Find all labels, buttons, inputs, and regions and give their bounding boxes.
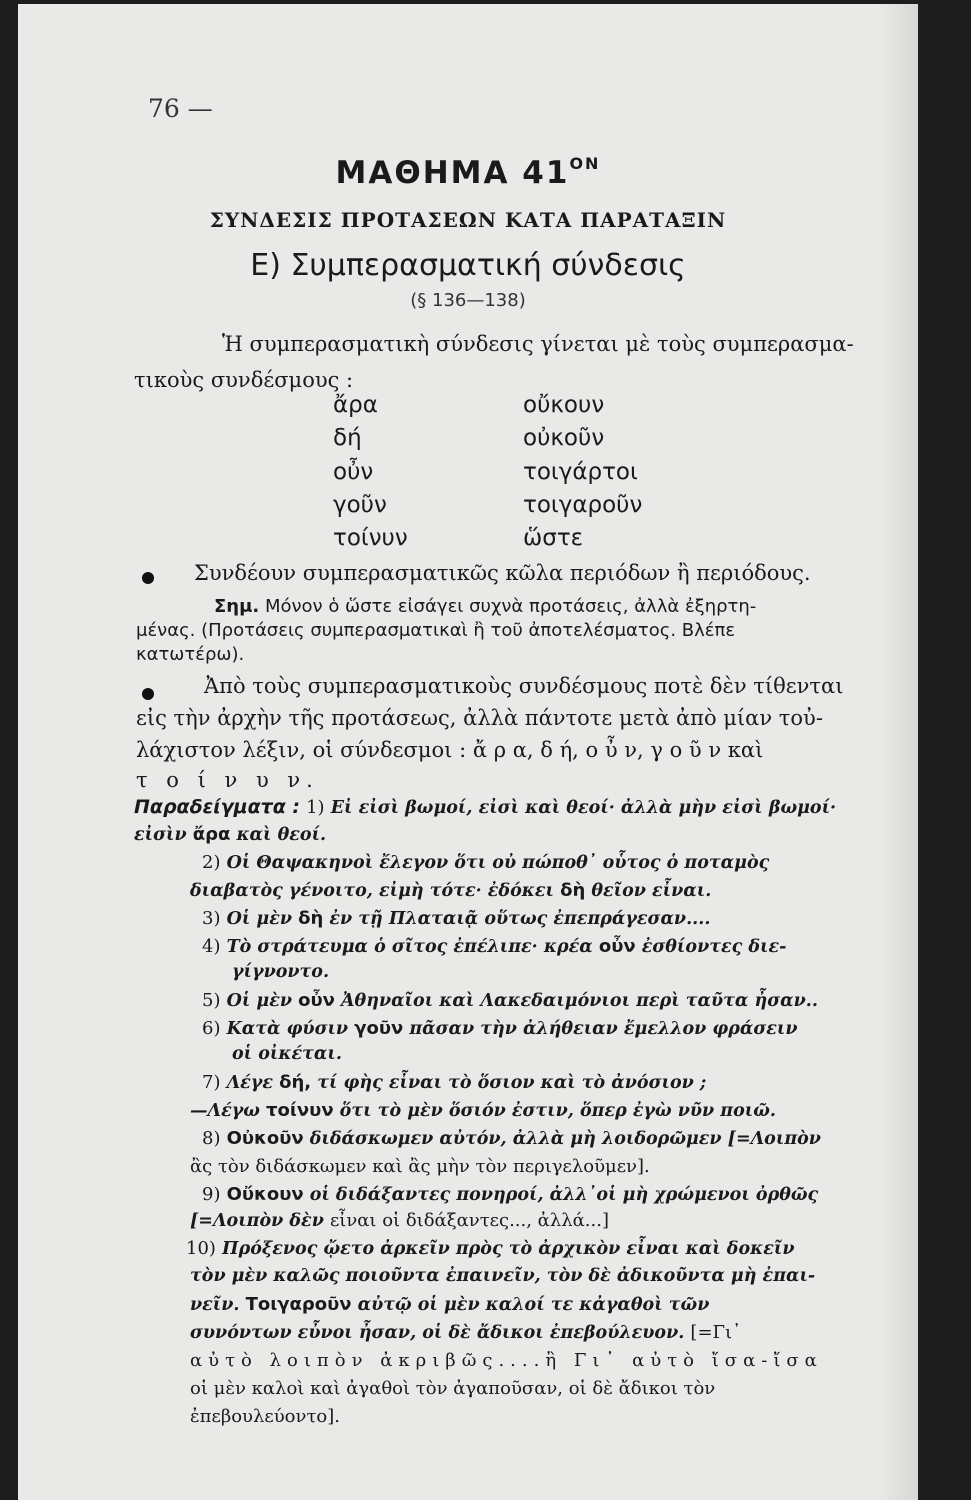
example-10-line-4: συνόντων εὖνοι ἦσαν, οἱ δὲ ἄδικοι ἐπεβούλευον. [=Γι᾽ — [190, 1322, 742, 1343]
conjunction-right-1: οὔκουν — [523, 392, 605, 418]
note-line-2: μένας. (Προτάσεις συμπερασματικαὶ ἢ τοῦ ἀποτελέσματος. Βλέπε — [136, 620, 736, 641]
page-number: 76 — — [148, 94, 213, 123]
example-7-cont: —Λέγω τοίνυν ὅτι τὸ μὲν ὅσιόν ἐστιν, ὅπερ ἐγὼ νῦν ποιῶ. — [190, 1100, 776, 1121]
example-3: 3) Οἱ μὲν δὴ ἐν τῇ Πλαταιᾷ οὕτως ἐπεπράγεσαν.... — [202, 908, 711, 929]
example-10-line-2: τὸν μὲν καλῶς ποιοῦντα ἐπαινεῖν, τὸν δὲ ἀδικοῦντα μὴ ἐπαι- — [190, 1266, 816, 1286]
rule-2-conjunctions: ἄ ρ α, δ ή, ο ὖ ν, γ ο ῦ ν καὶ — [472, 738, 764, 762]
keyword-oun: οὖν — [598, 936, 636, 957]
conjunction-left-1: ἄρα — [333, 392, 378, 418]
subtitle: Ε) Συμπερασματική σύνδεσις — [250, 248, 686, 283]
lesson-title-suffix: ΟΝ — [569, 154, 601, 173]
book-page — [18, 4, 918, 1500]
example-2-cont: διαβατὸς γένοιτο, εἰμὴ τότε· ἐδόκει δὴ θεῖον εἶναι. — [190, 880, 712, 901]
intro-line-1: Ἡ συμπερασματικὴ σύνδεσις γίνεται μὲ τοὺς συμπερασμα- — [222, 332, 854, 356]
rule-2-line-1: Ἀπὸ τοὺς συμπερασματικοὺς συνδέσμους ποτὲ δὲν τίθενται — [204, 674, 844, 698]
example-4: 4) Τὸ στράτευμα ὁ σῖτος ἐπέλιπε· κρέα οὖν ἐσθίοντες διε- — [202, 936, 787, 957]
intro-line-2: τικοὺς συνδέσμους : — [134, 368, 354, 392]
section-title: ΣΥΝΔΕΣΙΣ ΠΡΟΤΑΣΕΩΝ ΚΑΤΑ ΠΑΡΑΤΑΞΙΝ — [209, 208, 727, 232]
section-reference: (§ 136—138) — [410, 290, 526, 311]
example-1: Παραδείγματα : 1) Εἰ εἰσὶ βωμοί, εἰσὶ καὶ θεοί· ἀλλὰ μὴν εἰσὶ βωμοί· — [134, 796, 837, 818]
keyword-oukoun-neg: Οὔκουν — [226, 1184, 304, 1205]
rule-2-line-3: λάχιστον λέξιν, οἱ σύνδεσμοι : ἄ ρ α, δ ή, ο ὖ ν, γ ο ῦ ν καὶ — [136, 738, 764, 762]
conjunction-left-2: δή — [333, 425, 362, 451]
example-8-cont: ἂς τὸν διδάσκωμεν καὶ ἂς μὴν τὸν περιγελοῦμεν]. — [190, 1156, 650, 1177]
conjunction-right-2: οὐκοῦν — [523, 425, 605, 451]
example-10-line-7: ἐπεβουλεύοντο]. — [190, 1406, 340, 1427]
example-2: 2) Οἱ Θαψακηνοὶ ἔλεγον ὅτι οὐ πώποθ᾽ οὗτος ὁ ποταμὸς — [202, 852, 770, 873]
lesson-title: ΜΑΘΗΜΑ $41^{ON}$ — [335, 154, 601, 191]
example-6: 6) Κατὰ φύσιν γοῦν πᾶσαν τὴν ἀλήθειαν ἔμελλον φράσειν — [202, 1018, 798, 1039]
note-line-1: Σημ. Μόνον ὁ ὥστε εἰσάγει συχνὰ προτάσεις, ἀλλὰ ἐξηρτη- — [214, 596, 757, 617]
example-4-cont: γίγνοντο. — [232, 962, 330, 982]
examples-label: Παραδείγματα : — [134, 796, 301, 818]
conjunction-left-5: τοίνυν — [333, 525, 408, 551]
conjunction-left-3: οὖν — [333, 459, 374, 485]
example-1-cont: εἰσὶν ἄρα καὶ θεοί. — [134, 824, 327, 845]
keyword-goun: γοῦν — [354, 1018, 404, 1039]
keyword-de: δή, — [279, 1072, 312, 1093]
rule-2-line-2: εἰς τὴν ἀρχὴν τῆς προτάσεως, ἀλλὰ πάντοτε μετὰ ἀπὸ μίαν τοὐ- — [136, 706, 823, 730]
example-5: 5) Οἱ μὲν οὖν Ἀθηναῖοι καὶ Λακεδαιμόνιοι περὶ ταῦτα ἦσαν.. — [202, 990, 818, 1011]
keyword-de: δὴ — [560, 880, 586, 901]
keyword-toinun: τοίνυν — [266, 1100, 334, 1121]
keyword-ara: ἄρα — [192, 824, 231, 845]
keyword-oukoun: Οὐκοῦν — [226, 1128, 304, 1149]
example-10-line-6: οἱ μὲν καλοὶ καὶ ἀγαθοὶ τὸν ἀγαποῦσαν, οἱ δὲ ἄδικοι τὸν — [190, 1378, 716, 1399]
conjunction-left-4: γοῦν — [333, 492, 387, 518]
rule-2-line-4: τ ο ί ν υ ν. — [136, 768, 319, 792]
note-line-3: κατωτέρω). — [136, 644, 245, 665]
example-6-cont: οἱ οἰκέται. — [232, 1044, 342, 1064]
example-9-cont: [=Λοιπὸν δὲν εἶναι οἱ διδάξαντες..., ἀλλά...] — [190, 1210, 609, 1231]
conjunction-right-3: τοιγάρτοι — [523, 459, 638, 485]
example-7: 7) Λέγε δή, τί φὴς εἶναι τὸ ὅσιον καὶ τὸ ἀνόσιον ; — [202, 1072, 707, 1093]
keyword-de: δὴ — [298, 908, 324, 929]
example-8: 8) Οὐκοῦν διδάσκωμεν αὐτόν, ἀλλὰ μὴ λοιδορῶμεν [=Λοιπὸν — [202, 1128, 821, 1149]
example-9: 9) Οὔκουν οἱ διδάξαντες πονηροί, ἀλλ᾽οἱ μὴ χρώμενοι ὀρθῶς — [202, 1184, 819, 1205]
note-label: Σημ. — [214, 596, 260, 617]
bullet-icon — [142, 688, 154, 700]
rule-1: Συνδέουν συμπερασματικῶς κῶλα περιόδων ἢ περιόδους. — [194, 561, 811, 585]
example-10-line-3: νεῖν. Τοιγαροῦν αὐτῷ οἱ μὲν καλοί τε κἀγαθοὶ τῶν — [190, 1294, 710, 1315]
keyword-oun: οὖν — [298, 990, 335, 1011]
bullet-icon — [142, 572, 154, 584]
example-10-line-5: αὐτὸ λοιπὸν ἀκριβῶς....ἢ Γι᾽ αὐτὸ ἴσα-ἴσα — [190, 1350, 823, 1371]
keyword-toigaroun: Τοιγαροῦν — [245, 1294, 352, 1315]
example-10: 10) Πρόξενος ᾤετο ἀρκεῖν πρὸς τὸ ἀρχικὸν εἶναι καὶ δοκεῖν — [186, 1238, 795, 1259]
conjunction-right-5: ὥστε — [523, 525, 584, 551]
conjunction-right-4: τοιγαροῦν — [523, 492, 643, 518]
